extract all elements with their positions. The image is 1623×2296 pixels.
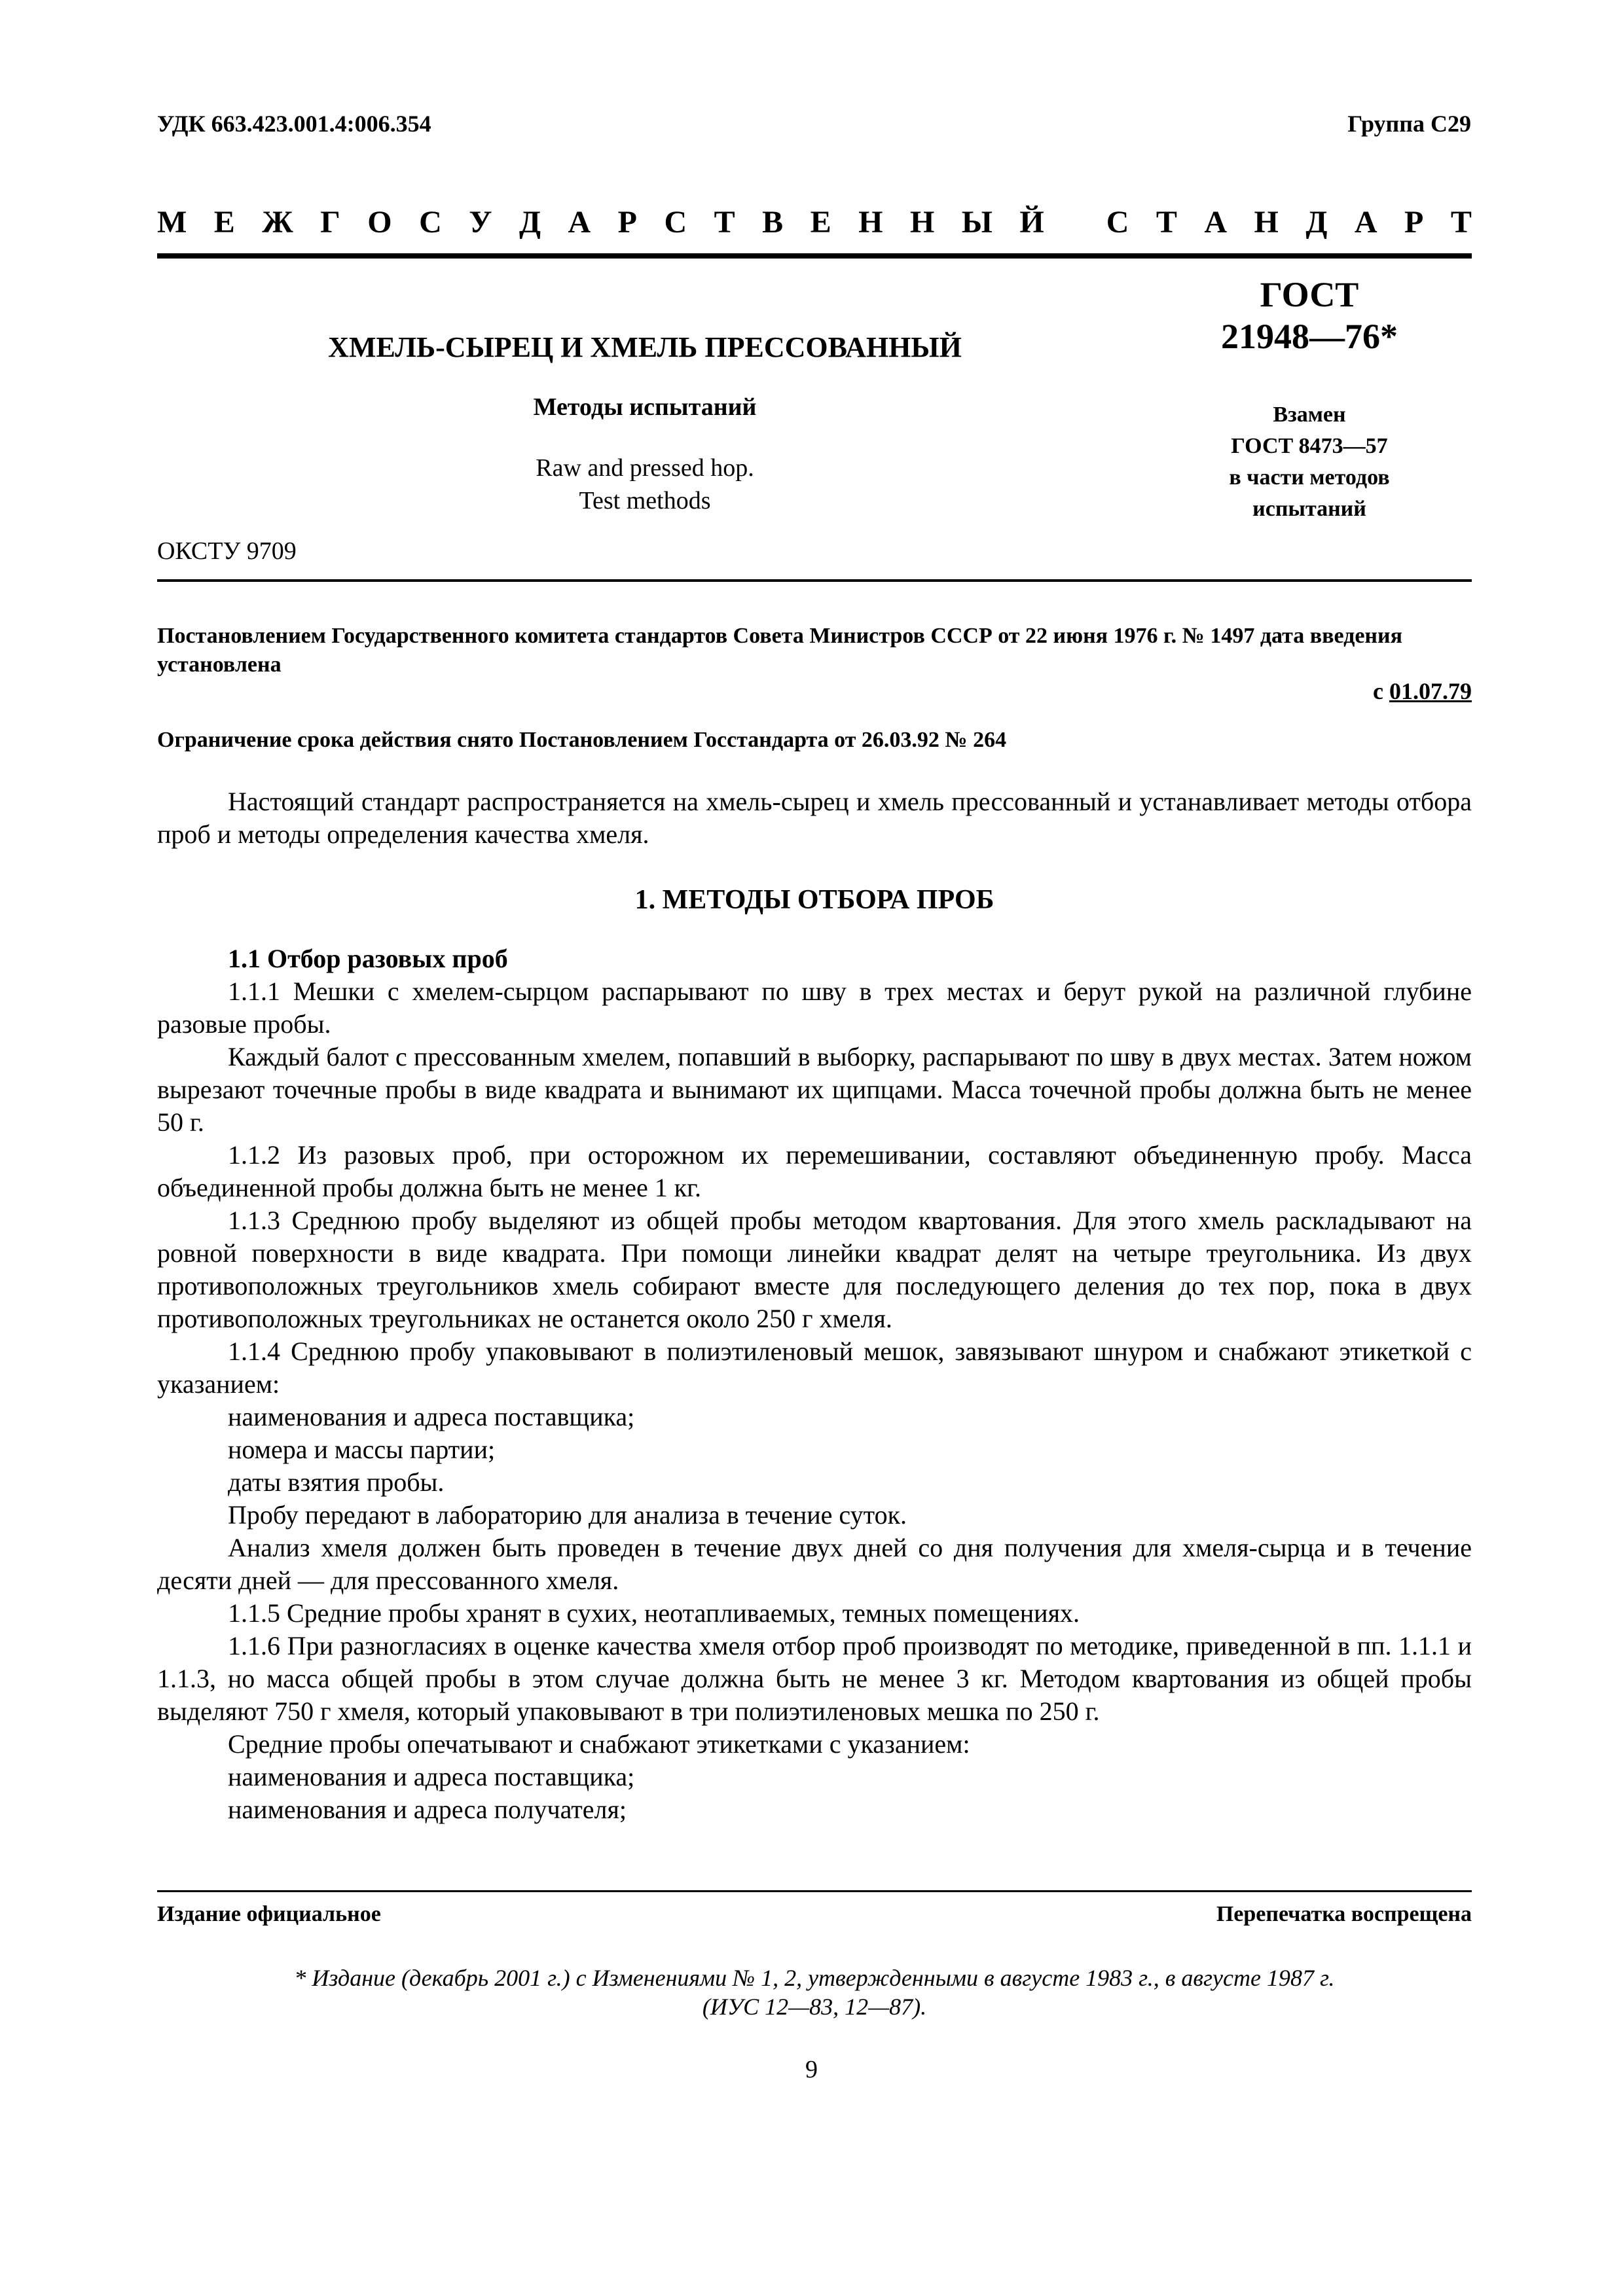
page-number: 9 <box>805 2056 818 2083</box>
heading-letter: С <box>664 205 687 240</box>
heading-letter: У <box>469 205 492 240</box>
paragraph-1-1-2: 1.1.2 Из разовых проб, при осторожном их перемешивании, составляют объединенную пробу. Масса объединенной пробы должна быть не менее 1 кг. <box>157 1140 1472 1202</box>
heading-letter: Д <box>1305 205 1328 240</box>
paragraph-1-1-4: 1.1.4 Среднюю пробу упаковывают в полиэтиленовый мешок, завязывают шнуром и снабжают этикеткой с указанием: <box>157 1336 1472 1399</box>
limitation-note: Ограничение срока действия снято Постановлением Госстандарта от 26.03.92 № 264 <box>157 728 1007 752</box>
udk-code: УДК 663.423.001.4:006.354 <box>157 111 431 137</box>
date-value: 01.07.79 <box>1389 678 1472 704</box>
heading-letter: Р <box>1404 205 1424 240</box>
okstu-code: ОКСТУ 9709 <box>157 537 297 565</box>
document-body <box>157 785 1472 1826</box>
heading-letter: А <box>1354 205 1377 240</box>
heading-letter: А <box>1204 205 1228 240</box>
heading-letter: Е <box>213 205 235 240</box>
document-title: ХМЕЛЬ-СЫРЕЦ И ХМЕЛЬ ПРЕССОВАННЫЙ <box>328 331 962 363</box>
list-item: номера и массы партии; <box>228 1435 496 1464</box>
heading-letter: Т <box>1156 205 1177 240</box>
paragraph-1-1-6: 1.1.6 При разногласиях в оценке качества хмеля отбор проб производят по методике, приведенной в пп. 1.1.1 и 1.1.3, но масса общей пробы в этом случае должна быть не менее 3 кг. Методом квартования из общей пробы выделяют 750 г хмеля, который упаковывают в три полиэтиленовых мешка по 250 г. <box>157 1631 1472 1726</box>
standard-type-heading <box>157 204 1472 240</box>
heading-letter: Р <box>617 205 637 240</box>
intro-paragraph: Настоящий стандарт распространяется на хмель-сырец и хмель прессованный и устанавливает методы отбора проб и методы определения качества хмеля. <box>157 787 1472 849</box>
gost-number <box>1152 274 1467 357</box>
paragraph-seal: Средние пробы опечатывают и снабжают этикетками с указанием: <box>228 1729 970 1759</box>
heading-letter: С <box>1106 205 1129 240</box>
list-item: наименования и адреса поставщика; <box>228 1402 635 1431</box>
heading-letter: Г <box>320 205 340 240</box>
heading-letter: Н <box>909 205 935 240</box>
paragraph-1-1-1: 1.1.1 Мешки с хмелем-сырцом распарывают по шву в трех местах и берут рукой на различной глубине разовые пробы. <box>157 977 1472 1039</box>
heading-letter: С <box>419 205 442 240</box>
english-title <box>288 452 1002 517</box>
heading-letter: В <box>762 205 784 240</box>
heading-letter: Й <box>1019 205 1044 240</box>
footer-rule <box>157 1890 1472 1892</box>
paragraph-1-1-3: 1.1.3 Среднюю пробу выделяют из общей пробы методом квартования. Для этого хмель раскладывают на ровной поверхности в виде квадрата. При помощи линейки квадрат делят на четыре треугольника. Из двух противоположных треугольников хмель собирают вместе для последующего деления до тех пор, пока в двух противоположных треугольниках не останется около 250 г хмеля. <box>157 1206 1472 1333</box>
official-edition-label: Издание официальное <box>157 1902 381 1926</box>
paragraph-analysis: Анализ хмеля должен быть проведен в течение двух дней со дня получения для хмеля-сырца и в течение десяти дней — для прессованного хмеля. <box>157 1533 1472 1595</box>
decree-text: Постановлением Государственного комитета стандартов Совета Министров СССР от 22 июня 1976 г. № 1497 дата введения установлена <box>157 624 1402 677</box>
footnote-line-1: * Издание (декабрь 2001 г.) с Изменениями № 1, 2, утвержденными в августе 1983 г., в августе 1987 г. <box>294 1965 1335 1991</box>
list-item: наименования и адреса поставщика; <box>228 1762 635 1791</box>
paragraph-1-1-1b: Каждый балот с прессованным хмелем, попавший в выборку, распарывают по шву в двух местах. Затем ножом вырезают точечные пробы в виде квадрата и вынимают их щипцами. Масса точечной пробы должна быть не менее 50 г. <box>157 1042 1472 1137</box>
heading-letter: Ж <box>262 205 293 240</box>
gost-label: ГОСТ <box>1260 275 1359 314</box>
heading-letter: Н <box>858 205 883 240</box>
heading-letter: О <box>367 205 392 240</box>
replaces-block <box>1152 399 1467 525</box>
paragraph-1-1-5: 1.1.5 Средние пробы хранят в сухих, неотапливаемых, темных помещениях. <box>228 1598 1080 1628</box>
heading-letter: Д <box>519 205 541 240</box>
replaces-line-3: в части методов <box>1229 465 1390 490</box>
paragraph-transfer: Пробу передают в лабораторию для анализа в течение суток. <box>228 1500 907 1530</box>
heading-letter: Ы <box>961 205 993 240</box>
section-1-heading: 1. МЕТОДЫ ОТБОРА ПРОБ <box>634 885 994 915</box>
list-item: даты взятия пробы. <box>228 1467 445 1497</box>
replaces-line-4: испытаний <box>1252 497 1366 521</box>
top-thick-rule <box>157 253 1472 259</box>
reprint-prohibited-label: Перепечатка воспрещена <box>1216 1902 1472 1926</box>
date-prefix: с <box>1373 678 1383 704</box>
middle-rule <box>157 579 1472 582</box>
heading-letter: А <box>568 205 591 240</box>
document-subtitle: Методы испытаний <box>533 393 757 421</box>
footnote-line-2: (ИУС 12—83, 12—87). <box>702 1994 927 2020</box>
english-title-line-2: Test methods <box>579 487 711 514</box>
heading-letter: М <box>157 205 187 240</box>
heading-letter: Т <box>1450 205 1472 240</box>
heading-letter: Е <box>810 205 831 240</box>
heading-letter: Н <box>1254 205 1279 240</box>
introduction-date <box>1373 677 1472 705</box>
english-title-line-1: Raw and pressed hop. <box>536 454 754 482</box>
heading-letter <box>1071 204 1079 240</box>
gost-id: 21948—76* <box>1221 317 1398 356</box>
subsection-1-1-heading: 1.1 Отбор разовых проб <box>228 944 508 973</box>
heading-letter: Т <box>714 205 735 240</box>
replaces-line-2: ГОСТ 8473—57 <box>1231 434 1388 458</box>
group-code: Группа С29 <box>1347 111 1471 137</box>
replaces-line-1: Взамен <box>1273 403 1346 427</box>
edition-footnote <box>157 1964 1472 2021</box>
list-item: наименования и адреса получателя; <box>228 1795 627 1824</box>
